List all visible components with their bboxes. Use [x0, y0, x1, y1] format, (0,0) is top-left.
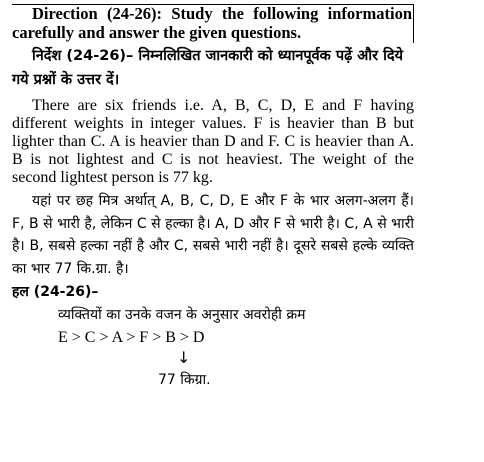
- answer-value: 77 किग्रा.: [158, 372, 211, 388]
- direction-box: [12, 4, 414, 43]
- down-arrow-icon: ↓: [177, 348, 191, 367]
- paragraph-english: There are six friends i.e. A, B, C, D, E and F having different weights in integer values. F is heavier than B but lighter than C. A is heavier than D and F. C is heavier than A. B is not lightest and C is not heaviest. The weight of the second lightest person is 77 kg.: [12, 97, 414, 186]
- direction-right-border: [413, 4, 414, 43]
- direction-english: Direction (24-26): Study the following information carefully and answer the given questions.: [12, 4, 412, 42]
- direction-hindi: निर्देश (24-26)– निम्नलिखित जानकारी को ध्यानपूर्वक पढ़ें और दिये गये प्रश्नों के उत्तर दें।: [12, 48, 403, 88]
- direction-top-border: [12, 4, 414, 5]
- order-chain: E > C > A > F > B > D: [58, 329, 205, 346]
- question-block: [12, 4, 414, 390]
- order-title: व्यक्तियों का उनके वजन के अनुसार अवरोही क्रम: [58, 307, 306, 323]
- solution-heading: हल (24-26)–: [12, 284, 99, 300]
- paragraph-hindi: यहां पर छह मित्र अर्थात् A, B, C, D, E और F के भार अलग-अलग हैं। F, B से भारी है, लेकिन C से हल्का है। A, D और F से भारी है। C, A से भारी है। B, सबसे हल्का नहीं है और C, सबसे भारी नहीं है। दूसरे सबसे हल्के व्यक्ति का भार 77 कि.ग्रा. है।: [12, 193, 414, 277]
